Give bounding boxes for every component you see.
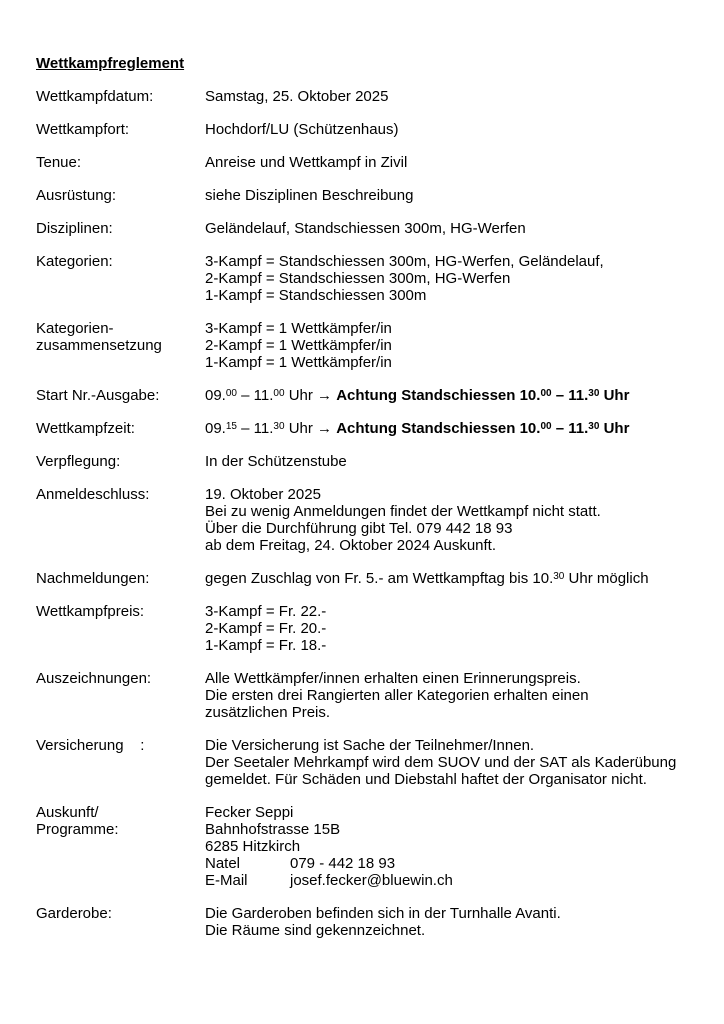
- document-row: [36, 570, 696, 587]
- text-segment: In der Schützenstube: [205, 453, 347, 470]
- text-segment: 3-Kampf = Standschiessen 300m, HG-Werfen, Geländelauf,: [205, 253, 604, 270]
- row-label-line: Disziplinen:: [36, 220, 113, 237]
- row-value-line: [205, 872, 696, 889]
- document-row: [36, 253, 696, 304]
- text-segment: 30: [588, 388, 600, 399]
- text-segment: 19. Oktober 2025: [205, 486, 321, 503]
- row-label: [36, 670, 205, 687]
- row-label-line: Auszeichnungen:: [36, 670, 152, 687]
- text-segment: 00: [540, 388, 552, 399]
- text-segment: 09.: [205, 420, 226, 437]
- row-value-line: [205, 704, 696, 721]
- row-value: [205, 121, 696, 138]
- document-row: [36, 154, 696, 171]
- text-segment: Über die Durchführung gibt Tel. 079 442 18 93: [205, 520, 513, 537]
- row-value-line: [205, 337, 696, 354]
- document-row: [36, 603, 696, 654]
- document-row: [36, 420, 696, 437]
- row-value-line: [205, 154, 696, 171]
- row-value: [205, 420, 696, 437]
- row-value-line: [205, 453, 696, 470]
- text-segment: 30: [273, 421, 285, 432]
- row-value-line: [205, 354, 696, 371]
- row-value-line: [205, 922, 696, 939]
- row-value-line: [205, 737, 696, 754]
- row-label: [36, 220, 205, 237]
- row-label-line: Nachmeldungen:: [36, 570, 150, 587]
- text-segment: Uhr möglich: [564, 570, 649, 587]
- row-value: [205, 320, 696, 371]
- text-segment: Bahnhofstrasse 15B: [205, 821, 341, 838]
- text-segment: Samstag, 25. Oktober 2025: [205, 88, 389, 105]
- row-label: [36, 253, 205, 270]
- row-value-line: [205, 88, 696, 105]
- document-row: [36, 670, 696, 721]
- row-value-line: [205, 287, 696, 304]
- row-value: [205, 570, 696, 587]
- row-label: [36, 88, 205, 105]
- rows-container: [36, 88, 696, 939]
- document-row: [36, 121, 696, 138]
- row-label: [36, 187, 205, 204]
- text-segment: E-Mail: [205, 872, 248, 889]
- text-segment: gegen Zuschlag von Fr. 5.- am Wettkampftag bis 10.: [205, 570, 554, 587]
- row-value-line: [205, 121, 696, 138]
- row-value: [205, 603, 696, 654]
- row-value-line: [205, 804, 696, 821]
- document-row: [36, 905, 696, 939]
- document-row: [36, 220, 696, 237]
- row-value: [205, 804, 696, 889]
- text-segment: Uhr →: [284, 387, 337, 404]
- row-label: [36, 420, 205, 437]
- text-segment: Uhr →: [284, 420, 337, 437]
- text-segment: 00: [540, 421, 552, 432]
- row-value-line: [205, 771, 696, 788]
- row-label: [36, 121, 205, 138]
- row-value-line: [205, 537, 696, 554]
- text-segment: – 11.: [551, 420, 589, 437]
- row-label-line: Wettkampfzeit:: [36, 420, 135, 437]
- row-value-line: [205, 320, 696, 337]
- row-label-line: Tenue:: [36, 154, 82, 171]
- text-segment: 1-Kampf = Fr. 18.-: [205, 637, 327, 654]
- text-segment: Fecker Seppi: [205, 804, 294, 821]
- row-value-line: [205, 603, 696, 620]
- text-segment: Natel: [205, 855, 241, 872]
- text-segment: Uhr: [599, 420, 630, 437]
- row-value: [205, 253, 696, 304]
- row-label: [36, 453, 205, 470]
- text-segment: – 11.: [236, 420, 274, 437]
- row-label-line: Anmeldeschluss:: [36, 486, 150, 503]
- row-value-line: [205, 821, 696, 838]
- row-label: [36, 154, 205, 171]
- text-segment: 09.: [205, 387, 226, 404]
- row-label-line: Versicherung :: [36, 737, 145, 754]
- row-label: [36, 387, 205, 404]
- text-segment: 30: [553, 571, 565, 582]
- text-segment: josef.fecker@bluewin.ch: [290, 872, 453, 889]
- text-segment: 1-Kampf = Standschiessen 300m: [205, 287, 427, 304]
- row-value: [205, 670, 696, 721]
- row-value: [205, 187, 696, 204]
- row-value: [205, 220, 696, 237]
- row-value-line: [205, 754, 696, 771]
- text-segment: ab dem Freitag, 24. Oktober 2024 Auskunft.: [205, 537, 497, 554]
- row-value: [205, 486, 696, 554]
- text-segment: Der Seetaler Mehrkampf wird dem SUOV und der SAT als Kaderübung: [205, 754, 677, 771]
- row-value-line: [205, 270, 696, 287]
- row-label-line: Auskunft/: [36, 804, 99, 821]
- row-value: [205, 905, 696, 939]
- row-label: [36, 737, 205, 754]
- row-label: [36, 486, 205, 503]
- row-value: [205, 387, 696, 404]
- document-row: [36, 320, 696, 371]
- document-row: [36, 387, 696, 404]
- text-segment: Achtung Standschiessen 10.: [336, 387, 541, 404]
- row-value-line: [205, 187, 696, 204]
- document-row: [36, 737, 696, 788]
- text-segment: zusätzlichen Preis.: [205, 704, 331, 721]
- row-label-line: Kategorien-: [36, 320, 114, 337]
- document-row: [36, 187, 696, 204]
- row-label-line: Start Nr.-Ausgabe:: [36, 387, 160, 404]
- document-row: [36, 486, 696, 554]
- row-label-line: Wettkampfpreis:: [36, 603, 145, 620]
- row-label: [36, 570, 205, 587]
- text-segment: 2-Kampf = 1 Wettkämpfer/in: [205, 337, 392, 354]
- text-segment: Achtung Standschiessen 10.: [336, 420, 541, 437]
- row-label-line: Programme:: [36, 821, 119, 838]
- row-value-line: [205, 570, 696, 587]
- text-segment: – 11.: [236, 387, 274, 404]
- row-label-line: Verpflegung:: [36, 453, 121, 470]
- row-value-line: [205, 905, 696, 922]
- text-segment: 079 - 442 18 93: [290, 855, 396, 872]
- row-value-line: [205, 220, 696, 237]
- document-row: [36, 453, 696, 470]
- text-segment: 1-Kampf = 1 Wettkämpfer/in: [205, 354, 392, 371]
- text-segment: 00: [273, 388, 285, 399]
- row-value-line: [205, 486, 696, 503]
- text-segment: Die Garderoben befinden sich in der Turnhalle Avanti.: [205, 905, 561, 922]
- text-segment: Hochdorf/LU (Schützenhaus): [205, 121, 399, 138]
- text-segment: 6285 Hitzkirch: [205, 838, 301, 855]
- row-value-line: [205, 387, 696, 404]
- text-segment: Die Versicherung ist Sache der Teilnehmer/Innen.: [205, 737, 535, 754]
- row-value: [205, 453, 696, 470]
- row-value-line: [205, 620, 696, 637]
- text-segment: Anreise und Wettkampf in Zivil: [205, 154, 408, 171]
- row-label: [36, 320, 205, 354]
- page-title: Wettkampfreglement: [36, 55, 185, 72]
- text-segment: Uhr: [599, 387, 630, 404]
- row-value-line: [205, 670, 696, 687]
- text-segment: 30: [588, 421, 600, 432]
- text-segment: Die ersten drei Rangierten aller Kategorien erhalten einen: [205, 687, 589, 704]
- text-segment: 2-Kampf = Fr. 20.-: [205, 620, 327, 637]
- text-segment: siehe Disziplinen Beschreibung: [205, 187, 414, 204]
- row-label-line: Kategorien:: [36, 253, 113, 270]
- row-label-line: Ausrüstung:: [36, 187, 117, 204]
- text-segment: Geländelauf, Standschiessen 300m, HG-Werfen: [205, 220, 526, 237]
- document-row: [36, 88, 696, 105]
- text-segment: gemeldet. Für Schäden und Diebstahl haftet der Organisator nicht.: [205, 771, 647, 788]
- row-label: [36, 905, 205, 922]
- row-label: [36, 804, 205, 838]
- row-value-line: [205, 253, 696, 270]
- row-value-line: [205, 855, 696, 872]
- row-value-line: [205, 637, 696, 654]
- text-segment: Bei zu wenig Anmeldungen findet der Wettkampf nicht statt.: [205, 503, 601, 520]
- text-segment: 3-Kampf = Fr. 22.-: [205, 603, 327, 620]
- row-value-line: [205, 838, 696, 855]
- row-label-line: Wettkampfort:: [36, 121, 130, 138]
- row-value-line: [205, 420, 696, 437]
- row-value: [205, 154, 696, 171]
- row-label-line: Garderobe:: [36, 905, 112, 922]
- document-row: [36, 804, 696, 889]
- row-value-line: [205, 520, 696, 537]
- text-segment: Alle Wettkämpfer/innen erhalten einen Erinnerungspreis.: [205, 670, 581, 687]
- text-segment: 2-Kampf = Standschiessen 300m, HG-Werfen: [205, 270, 511, 287]
- row-label-line: zusammensetzung: [36, 337, 162, 354]
- text-segment: 3-Kampf = 1 Wettkämpfer/in: [205, 320, 392, 337]
- text-segment: Die Räume sind gekennzeichnet.: [205, 922, 426, 939]
- row-label-line: Wettkampfdatum:: [36, 88, 154, 105]
- row-label: [36, 603, 205, 620]
- row-value-line: [205, 687, 696, 704]
- text-segment: 00: [225, 388, 237, 399]
- row-value: [205, 88, 696, 105]
- row-value: [205, 737, 696, 788]
- text-segment: – 11.: [551, 387, 589, 404]
- text-segment: 15: [225, 421, 237, 432]
- row-value-line: [205, 503, 696, 520]
